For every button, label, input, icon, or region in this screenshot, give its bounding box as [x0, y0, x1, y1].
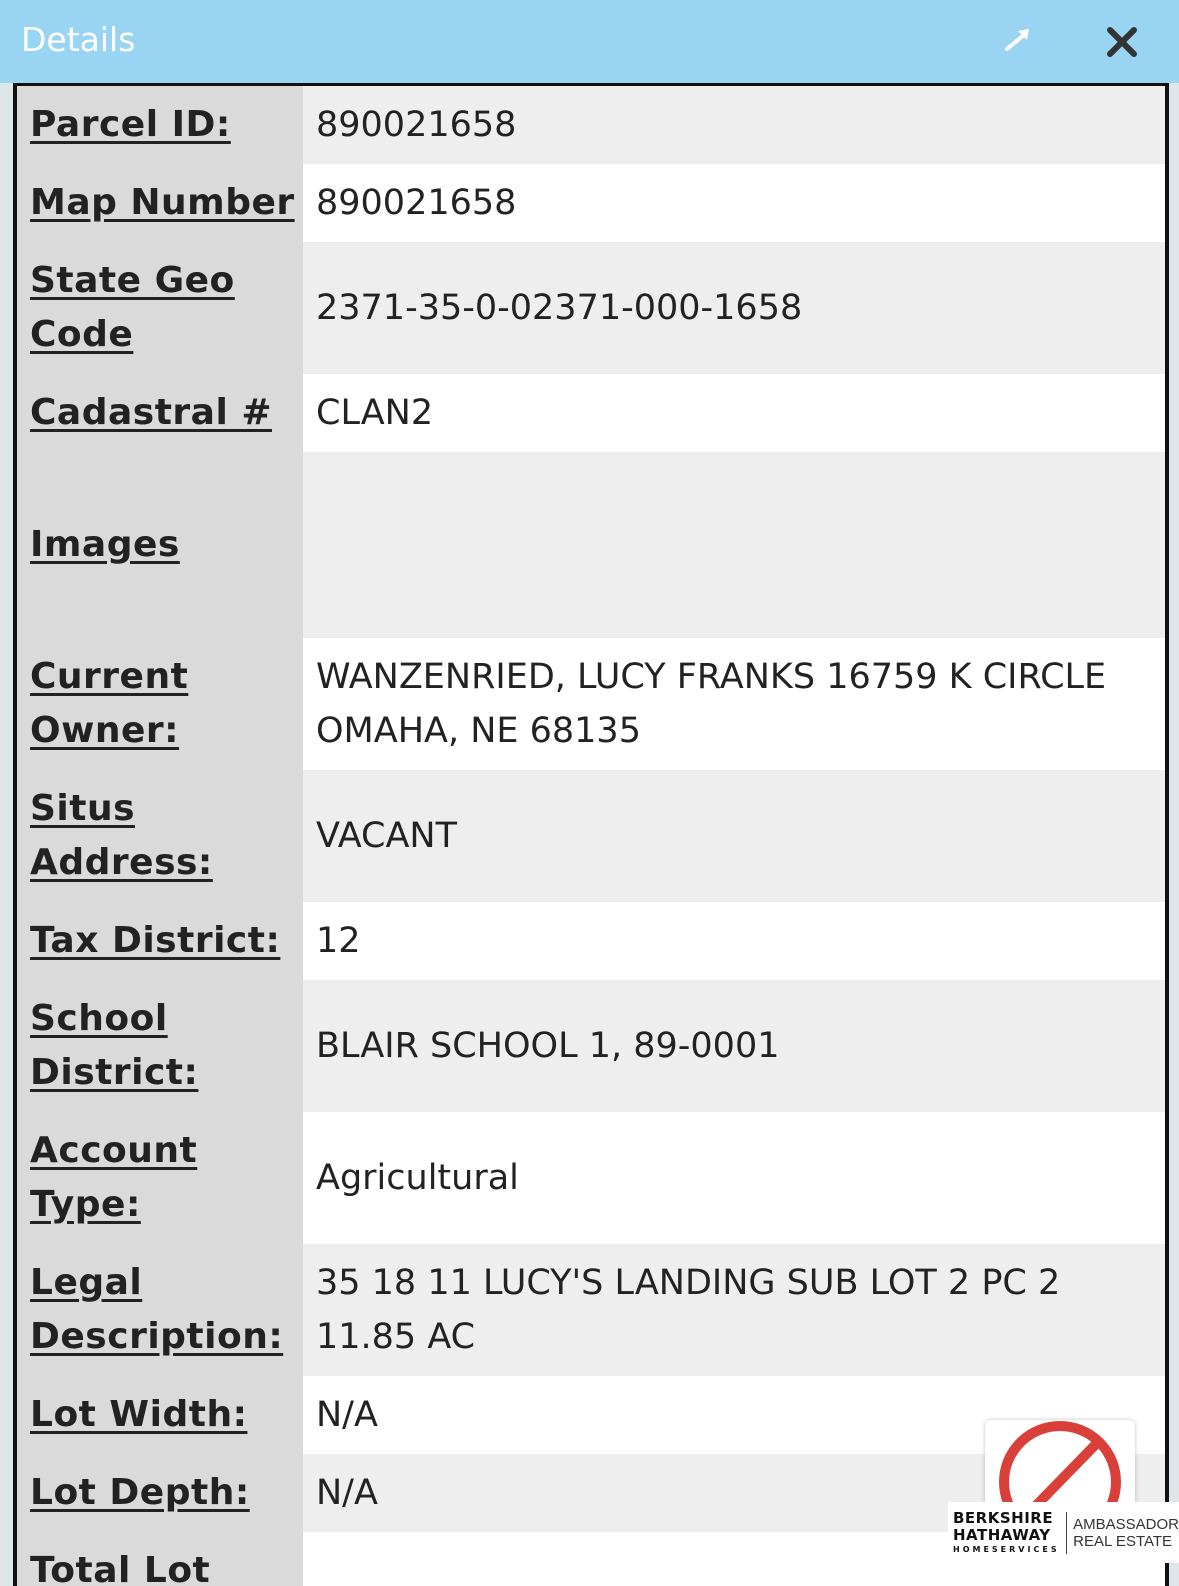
school-district-value: BLAIR SCHOOL 1, 89-0001: [316, 1026, 780, 1066]
legal-description-value: 35 18 11 LUCY'S LANDING SUB LOT 2 PC 2 11.85 AC: [316, 1263, 1061, 1357]
label-cell: [17, 1244, 303, 1376]
logo-line3: HOMESERVICES: [953, 1544, 1060, 1554]
logo-wordmark: [948, 1510, 1060, 1556]
lot-depth-value: N/A: [316, 1473, 378, 1513]
label-cell: [17, 242, 303, 374]
row-school-district: [17, 980, 1165, 1112]
row-cadastral: [17, 374, 1165, 452]
parcel-id-label[interactable]: Parcel ID:: [30, 104, 231, 145]
details-header: [0, 0, 1179, 83]
value-cell: [303, 86, 1165, 164]
row-parcel-id: [17, 86, 1165, 164]
label-cell: [17, 638, 303, 770]
label-cell: [17, 452, 303, 638]
label-cell: [17, 1376, 303, 1454]
value-cell: [303, 770, 1165, 902]
tax-district-label[interactable]: Tax District:: [30, 920, 281, 961]
logo-office-line1: AMBASSADOR: [1073, 1515, 1179, 1533]
row-account-type: [17, 1112, 1165, 1244]
row-current-owner: [17, 638, 1165, 770]
cadastral-value: CLAN2: [316, 393, 434, 433]
label-cell: [17, 1454, 303, 1532]
label-cell: [17, 164, 303, 242]
label-cell: [17, 86, 303, 164]
logo-office-line2: REAL ESTATE: [1073, 1532, 1173, 1550]
tax-district-value: 12: [316, 921, 361, 961]
value-cell: [303, 638, 1165, 770]
logo-line2: HATHAWAY: [953, 1525, 1051, 1544]
lot-width-value: N/A: [316, 1395, 378, 1435]
logo-office: [1073, 1516, 1179, 1550]
row-map-number: [17, 164, 1165, 242]
account-type-label[interactable]: Account Type:: [30, 1130, 198, 1225]
logo-line1: BERKSHIRE: [953, 1508, 1054, 1527]
row-tax-district: [17, 902, 1165, 980]
images-label[interactable]: Images: [30, 524, 180, 565]
value-cell: [303, 980, 1165, 1112]
value-cell: [303, 902, 1165, 980]
current-owner-label[interactable]: Current Owner:: [30, 656, 189, 751]
account-type-value: Agricultural: [316, 1158, 519, 1198]
state-geo-code-value: 2371-35-0-02371-000-1658: [316, 288, 803, 328]
label-cell: [17, 1112, 303, 1244]
lot-width-label[interactable]: Lot Width:: [30, 1394, 248, 1435]
label-cell: [17, 980, 303, 1112]
cadastral-label[interactable]: Cadastral #: [30, 392, 272, 433]
situs-address-value: VACANT: [316, 816, 457, 856]
value-cell: [303, 242, 1165, 374]
school-district-label[interactable]: School District:: [30, 998, 199, 1093]
no-image-card[interactable]: [985, 1420, 1135, 1510]
lot-depth-label[interactable]: Lot Depth:: [30, 1472, 250, 1513]
close-button[interactable]: [1100, 20, 1144, 64]
brokerage-logo: [948, 1502, 1179, 1563]
value-cell: [303, 1244, 1165, 1376]
situs-address-label[interactable]: Situs Address:: [30, 788, 213, 883]
label-cell: [17, 374, 303, 452]
header-title: Details: [21, 20, 136, 59]
current-owner-value: WANZENRIED, LUCY FRANKS 16759 K CIRCLE OMAHA, NE 68135: [316, 657, 1107, 751]
parcel-id-value: 890021658: [316, 105, 517, 145]
prohibited-icon: [985, 1420, 1135, 1510]
state-geo-code-label[interactable]: State Geo Code: [30, 260, 235, 355]
value-cell: [303, 374, 1165, 452]
label-cell: [17, 1532, 303, 1586]
map-number-value: 890021658: [316, 183, 517, 223]
images-value-cell: [303, 452, 1165, 638]
details-table: [13, 83, 1169, 1586]
total-lot-label[interactable]: Total Lot: [30, 1550, 211, 1586]
value-cell: [303, 164, 1165, 242]
value-cell: [303, 1112, 1165, 1244]
map-number-label[interactable]: Map Number: [30, 182, 295, 223]
label-cell: [17, 902, 303, 980]
row-situs-address: [17, 770, 1165, 902]
row-images: [17, 452, 1165, 638]
row-legal-description: [17, 1244, 1165, 1376]
label-cell: [17, 770, 303, 902]
row-state-geo-code: [17, 242, 1165, 374]
logo-divider: [1066, 1512, 1067, 1554]
expand-arrow-icon: [998, 20, 1038, 60]
close-x-icon: [1100, 20, 1144, 64]
expand-button[interactable]: [998, 20, 1038, 60]
legal-description-label[interactable]: Legal Description:: [30, 1262, 284, 1357]
